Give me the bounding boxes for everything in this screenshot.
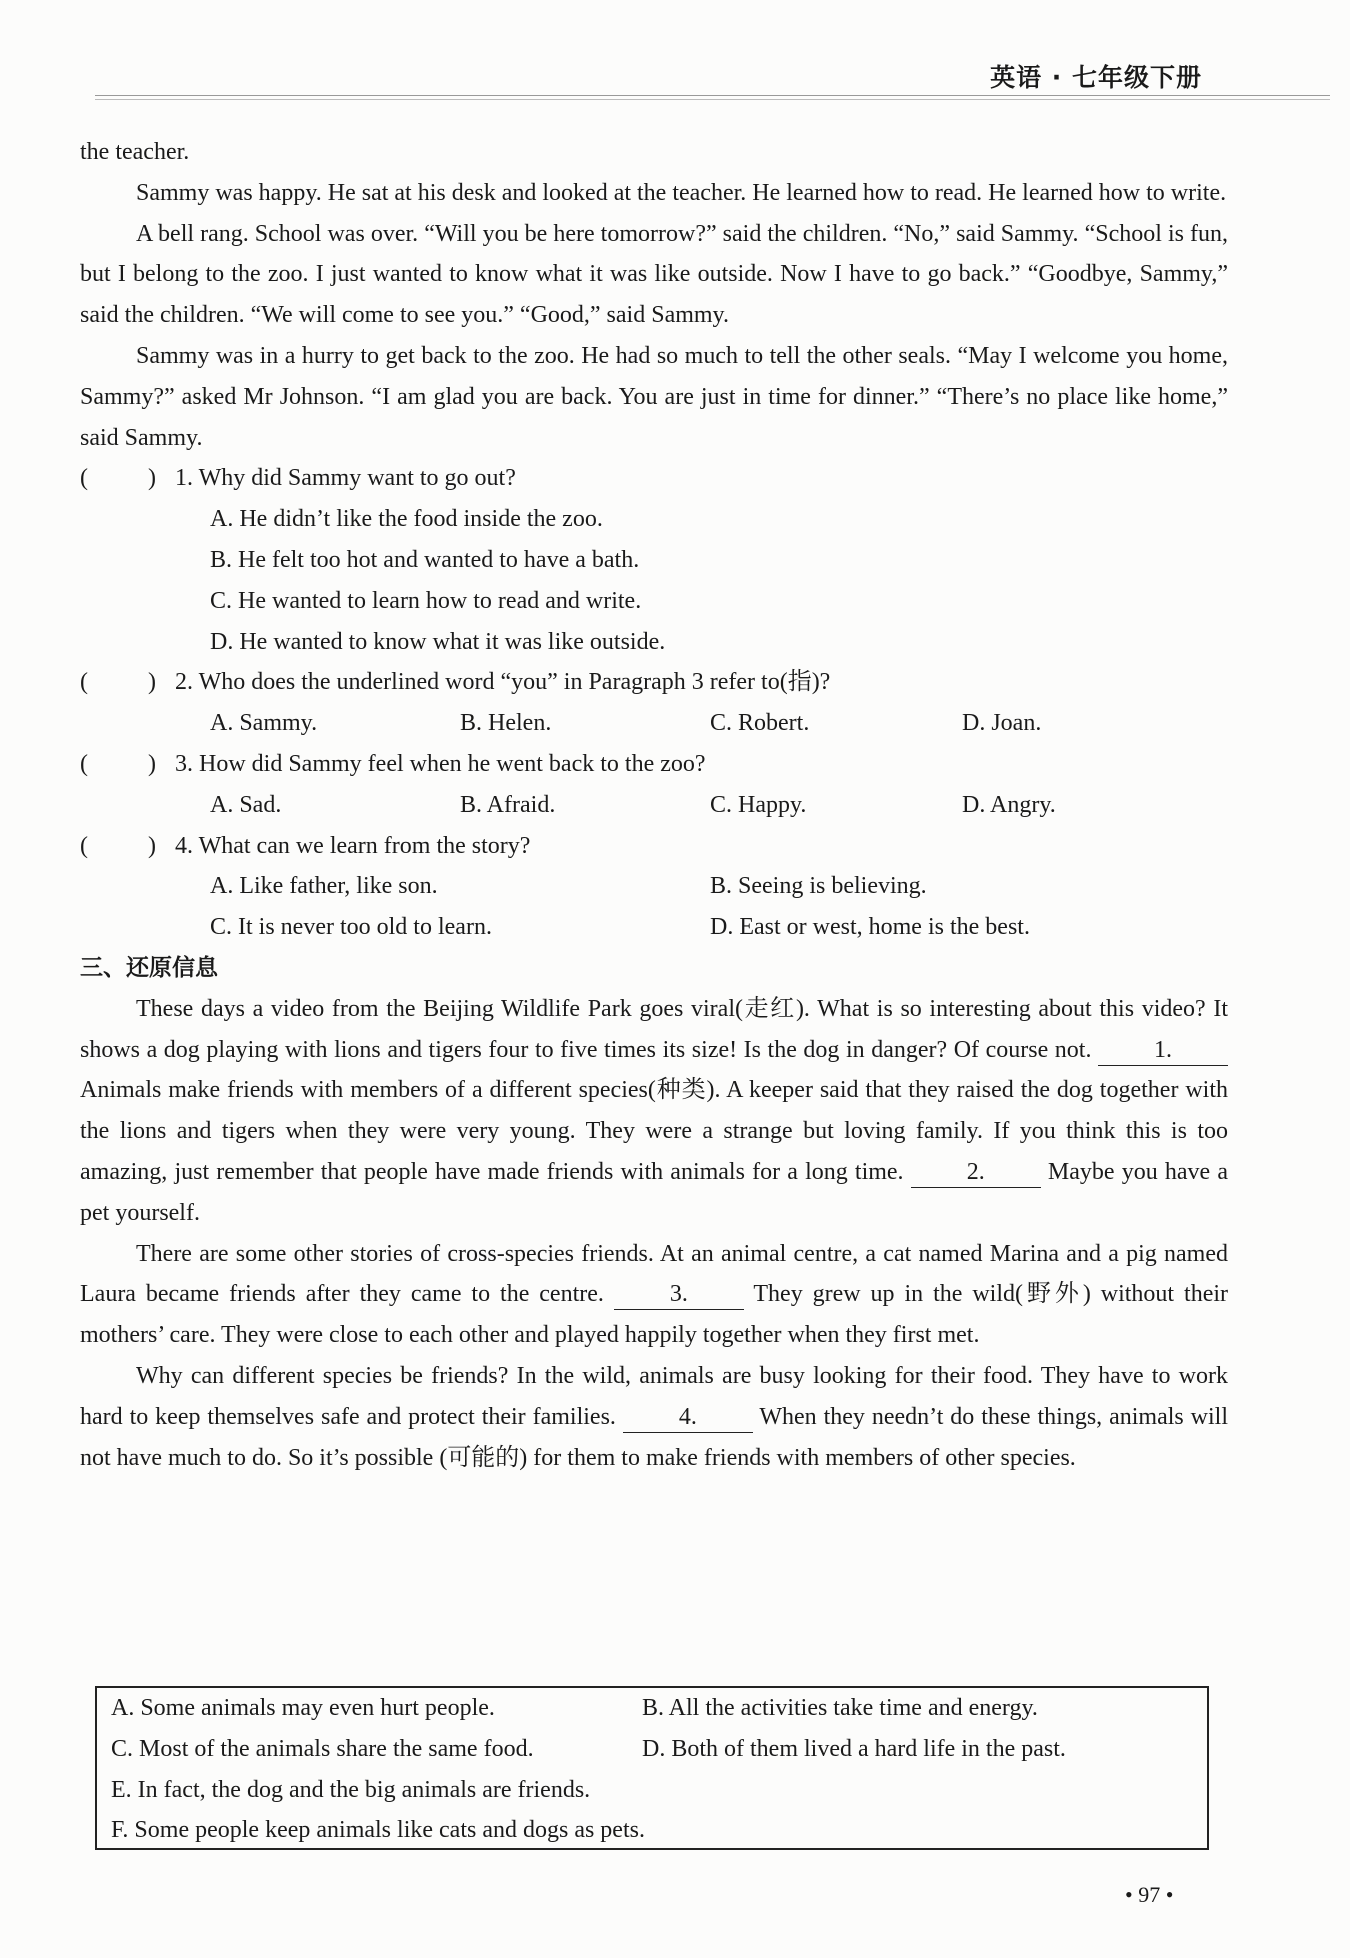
passage-paragraph: Sammy was happy. He sat at his desk and looked at the teacher. He learned how to read. He learned how to write.: [136, 179, 1227, 206]
option: A. Sad.: [210, 791, 282, 818]
choice-option: C. Most of the animals share the same food.: [111, 1735, 534, 1762]
answer-blank-1[interactable]: 1.: [1098, 1035, 1228, 1066]
header-title: 英语 · 七年级下册: [990, 63, 1202, 92]
question-4: [80, 826, 1228, 867]
option-row: [80, 785, 1228, 826]
paragraph-text: Why can different species be friends? In the wild, animals are busy looking for their food. They have to work hard to keep themselves safe and protect their families.: [80, 1362, 1228, 1430]
answer-blank-3[interactable]: 3.: [614, 1279, 744, 1310]
option: B. Afraid.: [460, 791, 556, 818]
header-rule: [95, 95, 1330, 96]
question-1: [80, 458, 1228, 499]
header-rule-secondary: [95, 99, 1330, 100]
paragraph-text: These days a video from the Beijing Wildlife Park goes viral(走红). What is so interesting about this video? It shows a dog playing with lions and tigers four to five times its size! Is the dog in danger? Of course not.: [80, 995, 1228, 1063]
choice-option: F. Some people keep animals like cats and dogs as pets.: [111, 1817, 645, 1844]
paragraph-text: Maybe you have a pet yourself.: [80, 1158, 1229, 1226]
option: C. Happy.: [710, 791, 807, 818]
answer-paren-close: ): [148, 832, 156, 859]
option: C. Robert.: [710, 710, 810, 737]
paragraph-text: When they needn’t do these things, animals will not have much to do. So it’s possible (可能的) for them to make friends with members of other species.: [80, 1403, 1228, 1471]
option-row: [80, 581, 1228, 622]
section-title: 三、还原信息: [80, 954, 218, 981]
choice-option: B. All the activities take time and energy.: [642, 1695, 1038, 1721]
answer-paren-close: ): [148, 669, 156, 696]
question-3: [80, 744, 1228, 785]
option-row: [80, 622, 1228, 663]
option: D. Joan.: [962, 710, 1042, 737]
option: C. It is never too old to learn.: [210, 914, 492, 941]
option: D. He wanted to know what it was like outside.: [210, 628, 666, 655]
option: A. He didn’t like the food inside the zoo.: [210, 506, 603, 533]
question-text: 1. Why did Sammy want to go out?: [175, 465, 516, 492]
option-row: [80, 703, 1228, 744]
option-row: [80, 907, 1228, 948]
section-paragraph: [80, 1234, 1228, 1356]
answer-paren-open: (: [80, 465, 88, 492]
question-text: 2. Who does the underlined word “you” in Paragraph 3 refer to(指)?: [175, 669, 831, 696]
paragraph-text: There are some other stories of cross-species friends. At an animal centre, a cat named Marina and a pig named Laura became friends after they came to the centre.: [80, 1240, 1228, 1308]
option-row: [80, 499, 1228, 540]
answer-paren-open: (: [80, 832, 88, 859]
paragraph-text: Animals make friends with members of a different species(种类). A keeper said that they raised the dog together with the lions and tigers when they were very young. They were a strange but loving family. If you think this is too amazing, just remember that people have made friends with animals for a long time.: [80, 1077, 1228, 1185]
options-box: [95, 1686, 1209, 1850]
page-number: • 97 •: [1125, 1882, 1174, 1907]
section-paragraph: [80, 1356, 1228, 1478]
page-content: [80, 132, 1228, 1478]
option-row: [97, 1810, 1207, 1851]
option-row: [80, 540, 1228, 581]
option: D. Angry.: [962, 791, 1056, 818]
answer-paren-open: (: [80, 750, 88, 777]
option: B. Helen.: [460, 710, 552, 737]
answer-paren-close: ): [148, 750, 156, 777]
option: A. Like father, like son.: [210, 873, 438, 900]
option-row: [80, 866, 1228, 907]
option: B. Seeing is believing.: [710, 873, 927, 900]
answer-blank-2[interactable]: 2.: [911, 1157, 1041, 1188]
option: B. He felt too hot and wanted to have a bath.: [210, 546, 640, 573]
option-row: [97, 1688, 1207, 1729]
answer-blank-4[interactable]: 4.: [623, 1402, 753, 1433]
question-2: [80, 662, 1228, 703]
passage-line: the teacher.: [80, 139, 190, 165]
option-row: [97, 1729, 1207, 1770]
passage-paragraph: Sammy was in a hurry to get back to the zoo. He had so much to tell the other seals. “May I welcome you home, Sammy?” asked Mr Johnson. “I am glad you are back. You are just in time for dinner.” “There’s no place like home,” said Sammy.: [80, 342, 1228, 451]
option: D. East or west, home is the best.: [710, 914, 1030, 941]
option-row: [97, 1770, 1207, 1811]
choice-option: E. In fact, the dog and the big animals are friends.: [111, 1776, 591, 1803]
answer-paren-open: (: [80, 669, 88, 696]
answer-paren-close: ): [148, 465, 156, 492]
choice-option: A. Some animals may even hurt people.: [111, 1695, 495, 1721]
choice-option: D. Both of them lived a hard life in the past.: [642, 1735, 1066, 1762]
section-paragraph: [80, 989, 1228, 1234]
question-text: 3. How did Sammy feel when he went back to the zoo?: [175, 750, 706, 777]
option: A. Sammy.: [210, 710, 318, 737]
option: C. He wanted to learn how to read and write.: [210, 587, 642, 614]
passage-paragraph: A bell rang. School was over. “Will you be here tomorrow?” said the children. “No,” said Sammy. “School is fun, but I belong to the zoo. I just wanted to know what it was like outside. Now I have to go back.” “Goodbye, Sammy,” said the children. “We will come to see you.” “Good,” said Sammy.: [80, 220, 1228, 329]
paragraph-text: They grew up in the wild(野外) without their mothers’ care. They were close to each other and played happily together when they first met.: [80, 1281, 1229, 1349]
question-text: 4. What can we learn from the story?: [175, 832, 531, 859]
